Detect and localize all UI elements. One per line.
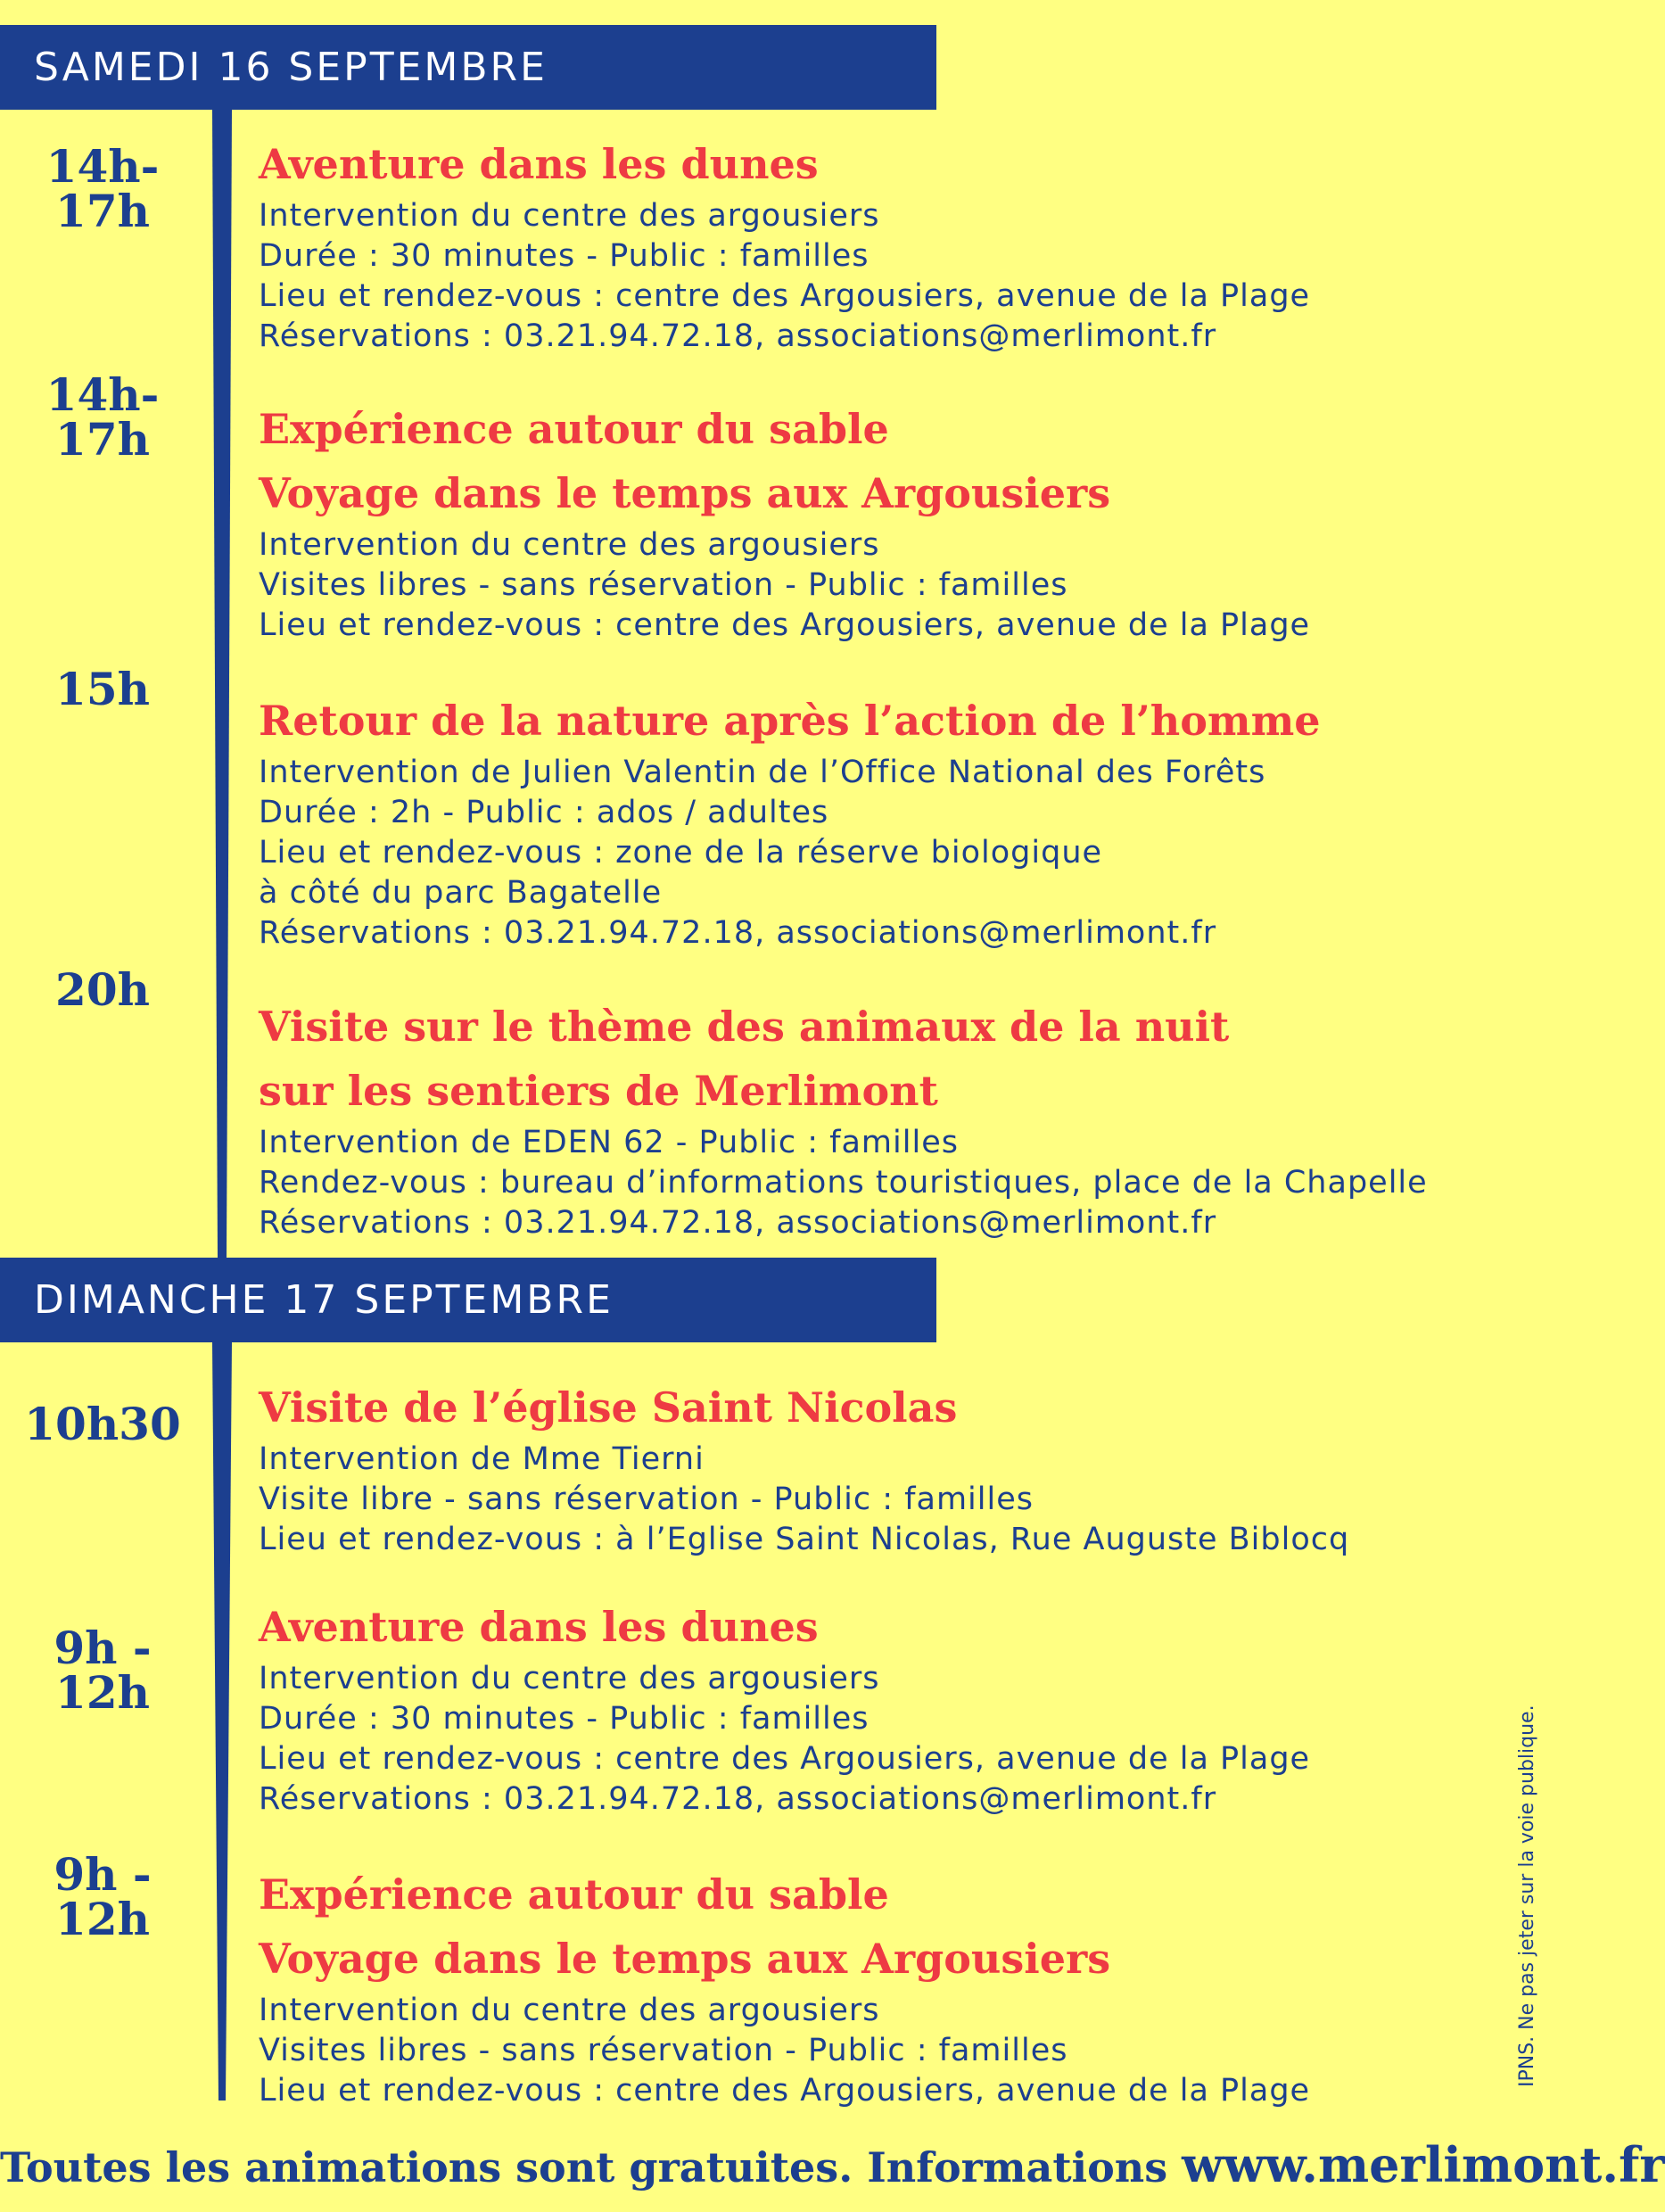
event-detail: Lieu et rendez-vous : à l’Eglise Saint Nicolas, Rue Auguste Biblocq <box>259 1522 1350 1557</box>
event-time: 10h30 <box>24 1398 181 1450</box>
event-title: Visite de l’église Saint Nicolas <box>259 1383 958 1432</box>
event <box>259 689 1507 953</box>
event-detail: Intervention de Mme Tierni <box>259 1441 705 1477</box>
event-detail: Lieu et rendez-vous : zone de la réserve biologique <box>259 835 1103 871</box>
day-header-saturday: SAMEDI 16 SEPTEMBRE <box>0 25 936 110</box>
event-detail: Intervention du centre des argousiers <box>259 1993 880 2028</box>
event-detail: Intervention de Julien Valentin de l’Office National des Forêts <box>259 755 1266 790</box>
event-time: 14h-17h <box>45 140 160 237</box>
event-detail: Visites libres - sans réservation - Public : familles <box>259 567 1068 603</box>
event-detail: Intervention du centre des argousiers <box>259 1661 880 1696</box>
event-time: 20h <box>55 963 150 1016</box>
event-title: Voyage dans le temps aux Argousiers <box>259 469 1111 517</box>
event <box>259 1595 1507 1820</box>
event-time: 9h - 12h <box>54 1848 152 1945</box>
event-title: sur les sentiers de Merlimont <box>259 1067 938 1115</box>
event-title: Aventure dans les dunes <box>259 1603 819 1651</box>
event <box>259 1862 1507 2111</box>
event-detail: Durée : 30 minutes - Public : familles <box>259 1701 870 1737</box>
event-detail: Lieu et rendez-vous : centre des Argousiers, avenue de la Plage <box>259 607 1311 643</box>
event-title: Expérience autour du sable <box>259 1870 889 1919</box>
event-time: 9h - 12h <box>54 1622 152 1719</box>
event-detail: Visite libre - sans réservation - Public : familles <box>259 1482 1034 1517</box>
event-detail: Intervention du centre des argousiers <box>259 527 880 563</box>
event-detail: Intervention du centre des argousiers <box>259 198 880 234</box>
event-title: Aventure dans les dunes <box>259 140 819 188</box>
event-time: 15h <box>55 663 150 715</box>
event-detail: Réservations : 03.21.94.72.18, associations@merlimont.fr <box>259 915 1217 951</box>
event-title: Expérience autour du sable <box>259 405 889 453</box>
event-title: Retour de la nature après l’action de l’homme <box>259 697 1321 745</box>
event-detail: Réservations : 03.21.94.72.18, associations@merlimont.fr <box>259 1205 1217 1241</box>
event-detail: Visites libres - sans réservation - Public : familles <box>259 2033 1068 2068</box>
event-detail: à côté du parc Bagatelle <box>259 875 663 911</box>
event-title: Visite sur le thème des animaux de la nuit <box>259 1003 1230 1051</box>
website-link[interactable]: www.merlimont.fr <box>1182 2136 1665 2193</box>
footer <box>0 2136 1665 2193</box>
event-detail: Durée : 30 minutes - Public : familles <box>259 238 870 274</box>
day-header-sunday: DIMANCHE 17 SEPTEMBRE <box>0 1258 936 1342</box>
event-detail: Réservations : 03.21.94.72.18, associations@merlimont.fr <box>259 1781 1217 1817</box>
event-detail: Lieu et rendez-vous : centre des Argousiers, avenue de la Plage <box>259 278 1311 314</box>
event-time: 14h-17h <box>45 368 160 466</box>
event <box>259 1375 1507 1560</box>
event <box>259 995 1507 1243</box>
event-detail: Réservations : 03.21.94.72.18, associations@merlimont.fr <box>259 318 1217 354</box>
event-detail: Lieu et rendez-vous : centre des Argousiers, avenue de la Plage <box>259 2073 1311 2109</box>
event-detail: Intervention de EDEN 62 - Public : familles <box>259 1125 959 1160</box>
event <box>259 397 1507 646</box>
event-detail: Lieu et rendez-vous : centre des Argousiers, avenue de la Plage <box>259 1741 1311 1777</box>
legal-notice: IPNS. Ne pas jeter sur la voie publique. <box>1516 1704 1538 2087</box>
footer-text: Toutes les animations sont gratuites. Informations <box>0 2143 1168 2191</box>
timeline-spine <box>212 110 232 1258</box>
timeline-spine <box>212 1342 232 2101</box>
event-detail: Rendez-vous : bureau d’informations touristiques, place de la Chapelle <box>259 1165 1428 1201</box>
event-detail: Durée : 2h - Public : ados / adultes <box>259 795 829 830</box>
event-title: Voyage dans le temps aux Argousiers <box>259 1935 1111 1983</box>
event <box>259 132 1507 357</box>
